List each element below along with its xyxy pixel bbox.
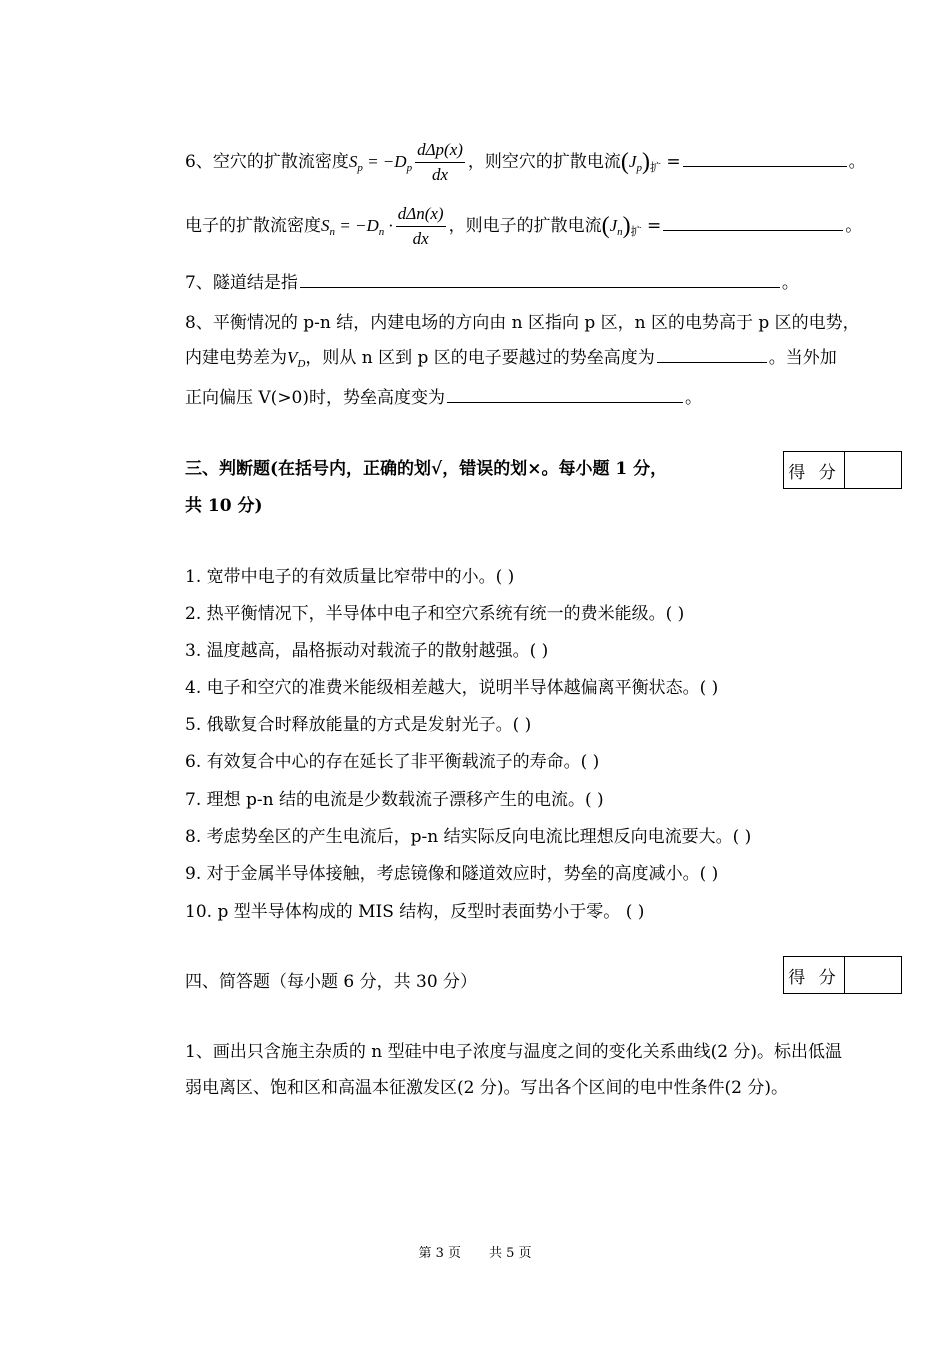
q7-line: 7、隧道结是指 。 (185, 273, 799, 293)
tf-item-7: 7. 理想 p-n 结的电流是少数载流子漂移产生的电流。( ) (185, 790, 604, 810)
answer-blank-hole-current[interactable] (683, 165, 847, 167)
section4-q1-line2: 弱电离区、饱和区和高温本征激发区(2 分)。写出各个区间的电中性条件(2 分)。 (185, 1078, 788, 1098)
electron-flux-formula: $S_n = -D_n$ · (321, 216, 393, 238)
hole-flux-formula: $S_p = -D_p$ (348, 152, 413, 174)
section4-heading: 四、简答题（每小题 6 分，共 30 分） (185, 972, 478, 992)
hole-current-symbol: $(J_p)$ (620, 149, 650, 175)
q6-hole-line: 6、空穴的扩散流密度$S_p = -D_p$ $\frac{\text{dΔp(x)}}{dx}$ ，则空穴的扩散电流$(J_p)_扩$ = 。 (185, 140, 866, 184)
tf-item-5: 5. 俄歇复合时释放能量的方式是发射光子。( ) (185, 715, 532, 735)
score-input-cell[interactable] (845, 957, 901, 993)
tf-item-8: 8. 考虑势垒区的产生电流后，p-n 结实际反向电流比理想反向电流要大。( ) (185, 827, 752, 847)
tf-item-10: 10. p 型半导体构成的 MIS 结构，反型时表面势小于零。 ( ) (185, 902, 645, 922)
q6-hole-prefix: 6、空穴的扩散流密度 (185, 152, 349, 172)
q8-line1: 8、平衡情况的 p-n 结，内建电场的方向由 n 区指向 p 区，n 区的电势高于 p 区的电势， (185, 313, 860, 333)
electron-gradient-fraction: $\frac{\text{dΔn(x)}}{dx}$ (397, 204, 444, 248)
section3-heading-line2: 共 10 分) (185, 496, 263, 516)
score-label: 得 分 (784, 452, 845, 488)
q8-line2: 内建电势差为$V_D$，则从 n 区到 p 区的电子要越过的势垒高度为 。当外加 (185, 348, 837, 370)
section3-score-box (783, 451, 902, 489)
built-in-potential-symbol: $V_D$ (287, 348, 306, 370)
q6-electron-mid: ，则电子的扩散电流 (448, 216, 602, 236)
answer-blank-tunnel-junction[interactable] (300, 286, 780, 288)
q6-hole-mid: ，则空穴的扩散电流 (467, 152, 621, 172)
page-footer (0, 1242, 950, 1261)
tf-item-2: 2. 热平衡情况下，半导体中电子和空穴系统有统一的费米能级。( ) (185, 604, 685, 624)
q8-line3: 正向偏压 V(>0)时，势垒高度变为 。 (185, 388, 703, 408)
tf-item-4: 4. 电子和空穴的准费米能级相差越大，说明半导体越偏离平衡状态。( ) (185, 678, 719, 698)
hole-gradient-fraction: $\frac{\text{dΔp(x)}}{dx}$ (417, 140, 463, 184)
section4-score-box (783, 956, 902, 994)
score-label: 得 分 (784, 957, 845, 993)
section4-q1-line1: 1、画出只含施主杂质的 n 型硅中电子浓度与温度之间的变化关系曲线(2 分)。标出低温 (185, 1042, 843, 1062)
score-input-cell[interactable] (845, 452, 901, 488)
q6-electron-line: 电子的扩散流密度$S_n = -D_n$ · $\frac{\text{dΔn(x)}}{dx}$ ，则电子的扩散电流$(J_n)_扩$ = 。 (185, 204, 863, 248)
section3-heading-line1: 三、判断题(在括号内，正确的划√，错误的划×。每小题 1 分， (185, 459, 668, 479)
tf-item-1: 1. 宽带中电子的有效质量比窄带中的小。( ) (185, 567, 515, 587)
tf-item-6: 6. 有效复合中心的存在延长了非平衡载流子的寿命。( ) (185, 752, 600, 772)
page-number: 第 3 页 (418, 1246, 461, 1261)
electron-current-symbol: $(J_n)$ (601, 213, 631, 239)
answer-blank-barrier-height[interactable] (657, 361, 767, 363)
tf-item-3: 3. 温度越高，晶格振动对载流子的散射越强。( ) (185, 641, 549, 661)
answer-blank-forward-barrier[interactable] (447, 401, 683, 403)
answer-blank-electron-current[interactable] (663, 229, 843, 231)
q6-electron-prefix: 电子的扩散流密度 (185, 216, 321, 236)
page-total: 共 5 页 (489, 1246, 532, 1261)
tf-item-9: 9. 对于金属半导体接触，考虑镜像和隧道效应时，势垒的高度减小。( ) (185, 864, 719, 884)
